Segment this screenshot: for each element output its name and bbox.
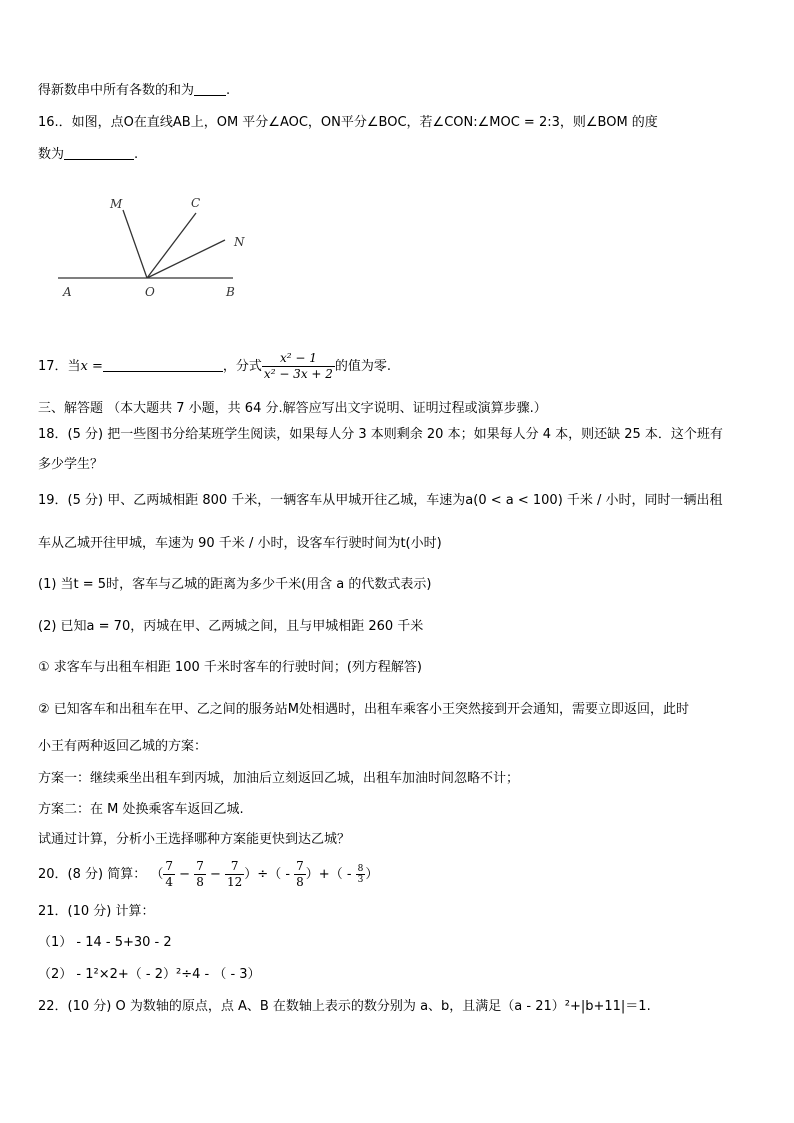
ray-on [147, 240, 225, 278]
fraction: $\frac{7}{8}$ [296, 859, 304, 889]
q18-line2: 多少学生？ [38, 457, 104, 472]
label-m: M [110, 197, 123, 211]
label-b: B [226, 285, 235, 299]
q19-plan1: 方案一：继续乘坐出租车到丙城，加油后立刻返回乙城，出租车加油时间忽略不计； [38, 771, 520, 786]
q19-part2: (2) 已知a = 70，丙城在甲、乙两城之间，且与甲城相距 260 千米 [38, 619, 424, 634]
q22: 22．(10 分) O 为数轴的原点，点 A、B 在数轴上表示的数分别为 a、b，且满足（a - 21）²+|b+11|＝1. [38, 999, 651, 1014]
fraction: $\frac{7}{8}$ [196, 859, 204, 889]
q16-line2: 数为 . [38, 147, 139, 162]
q19-sub2-line2: 小王有两种返回乙城的方案： [38, 739, 208, 754]
q20: 20．(8 分) 简算： （ $\frac{7}{4}$ − $\frac{7}{8}$ − $\frac{7}{12}$ ）÷（ - $\frac{7}{8}$ ）+（ - $\frac{8}{3}$ ） [38, 859, 379, 889]
angle-figure [50, 190, 250, 302]
section-heading: 三、解答题 （本大题共 7 小题，共 64 分.解答应写出文字说明、证明过程或演算步骤.） [38, 401, 547, 416]
ray-om [123, 210, 147, 278]
q19-ask: 试通过计算，分析小王选择哪种方案能更快到达乙城？ [38, 832, 351, 847]
q17: 17．当x = ，分式 $\frac{\text{x² − 1}}{\text{x² − 3x + 2}}$ 的值为零. [38, 351, 392, 381]
fraction: $\frac{\text{x² − 1}}{\text{x² − 3x + 2}}$ [263, 351, 333, 381]
q19-part1: (1) 当t = 5时，客车与乙城的距离为多少千米(用含 a 的代数式表示) [38, 577, 432, 592]
q19-line2: 车从乙城开往甲城，车速为 90 千米 / 小时，设客车行驶时间为t(小时) [38, 536, 442, 551]
label-o: O [145, 285, 155, 299]
fraction: $\frac{8}{3}$ [357, 864, 364, 885]
label-a: A [63, 285, 72, 299]
q21-title: 21．(10 分) 计算： [38, 904, 155, 919]
q15-text: 得新数串中所有各数的和为 [38, 83, 195, 98]
q15-tail: 得新数串中所有各数的和为 . [38, 83, 231, 98]
label-n: N [234, 235, 245, 249]
label-c: C [191, 196, 201, 210]
q19-line1: 19．(5 分) 甲、乙两城相距 800 千米，一辆客车从甲城开往乙城，车速为a(0 < a < 100) 千米 / 小时，同时一辆出租 [38, 493, 723, 508]
q19-sub2-line1: ② 已知客车和出租车在甲、乙之间的服务站M处相遇时，出租车乘客小王突然接到开会通知，需要立即返回，此时 [38, 702, 690, 717]
fraction: $\frac{7}{4}$ [165, 859, 174, 889]
q19-sub1: ① 求客车与出租车相距 100 千米时客车的行驶时间；(列方程解答) [38, 660, 423, 675]
q21-part1: （1） - 14 - 5+30 - 2 [38, 935, 172, 950]
q18-line1: 18．(5 分) 把一些图书分给某班学生阅读，如果每人分 3 本则剩余 20 本；如果每人分 4 本，则还缺 25 本．这个班有 [38, 427, 723, 442]
answer-blank [103, 357, 223, 372]
q16-line1: 16.．如图，点O在直线AB上，OM 平分∠AOC，ON平分∠BOC，若∠CON:∠MOC = 2:3，则∠BOM 的度 [38, 115, 658, 130]
fraction: $\frac{7}{12}$ [227, 859, 243, 889]
q19-plan2: 方案二：在 M 处换乘客车返回乙城. [38, 802, 244, 817]
ray-oc [147, 213, 196, 278]
answer-blank [64, 145, 134, 160]
answer-blank [194, 81, 226, 96]
q21-part2: （2） - 1²×2+（ - 2）²÷4 - （ - 3） [38, 967, 261, 982]
